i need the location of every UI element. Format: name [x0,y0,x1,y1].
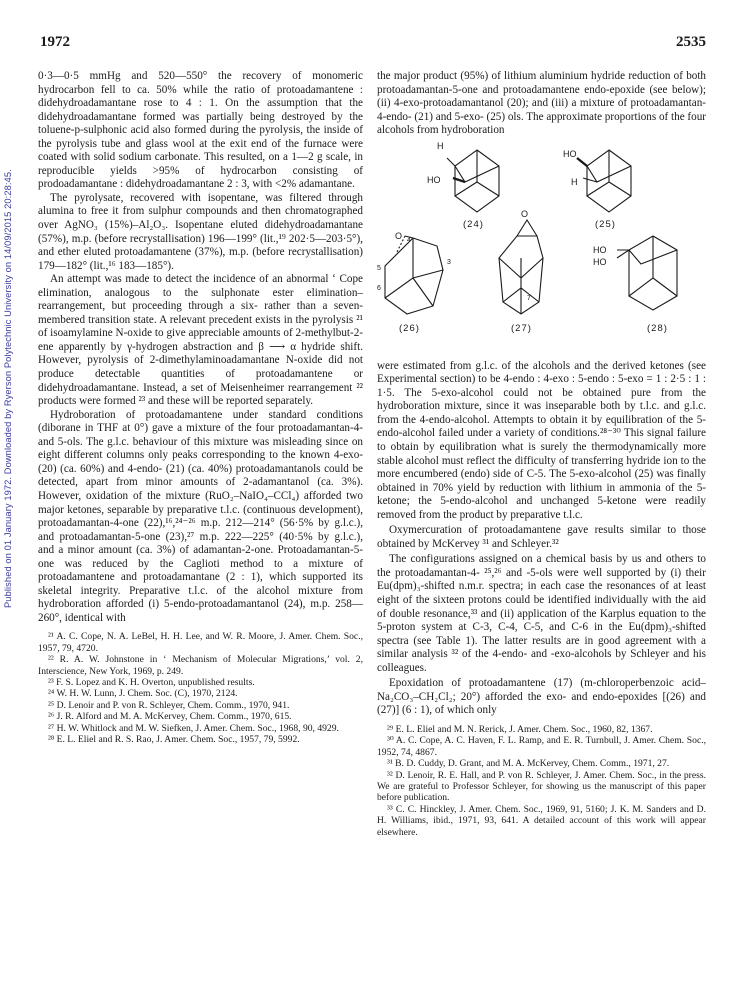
structure-24-drawing [447,150,499,212]
page-number-right: 2535 [676,34,706,50]
footnote-27: ²⁷ H. W. Whitlock and M. W. Siefken, J. Amer. Chem. Soc., 1968, 90, 4929. [48,722,339,734]
right-paragraph-1: the major product (95%) of lithium aluminium hydride reduction of both protoadamantan-5-one and protoadamantene endo-epoxide (see below); (ii) 4-exo-protoadamantanol (20); and (iii) a mixture of protoadamantan-4-endo- (21) and 5-exo- (25) ols. The approximate proportions of the four alcohols from hydroboration [377,70,706,137]
compound-label-24: (24) [463,218,484,230]
left-paragraph-2: The pyrolysate, recovered with isopentane, was filtered through alumina to free it from sulphur compounds and then chromatographed over AgNO₃ (15%)–Al₂O₃. Isopentane eluted didehydroadamantane (57%), m.p. (before recrystallisation) 196—199° (lit.,¹⁹ 202·5—203·5°), and ether eluted protoadamantene (37%), m.p. (before recrystallisation) 179—182° (lit.,¹⁶ 183—185°). [38,191,363,272]
structure-27-drawing [499,220,543,314]
structure-diagrams [377,138,706,360]
atom-h-25: H [571,176,578,187]
footnote-26: ²⁶ J. R. Alford and M. A. McKervey, Chem. Comm., 1970, 615. [48,711,292,723]
compound-label-25: (25) [595,218,616,230]
right-paragraph-3: Oxymercuration of protoadamantene gave results similar to those obtained by McKervey ³¹ and Schleyer.³² [377,524,706,550]
footnote-24: ²⁴ W. H. W. Lunn, J. Chem. Soc. (C), 1970, 2124. [48,688,238,700]
right-column [377,70,706,838]
download-watermark [3,8,17,608]
right-paragraph-2: were estimated from g.l.c. of the alcohols and the derived ketones (see Experimental section) to be 4-endo : 4-exo : 5-endo : 5-exo = 1 : 2·5 : 1 : 1·5. The 5-exo-alcohol could not be obtained pure from the hydroboration mixture, since it was inseparable both by t.l.c. and g.l.c. from the 4-endo-alcohol. Attempts to obtain it by equilibration of the 5-endo-alcohol failed under a variety of conditions.²⁸⁻³⁰ This signal failure to obtain by equilibration what is surely the thermodynamically more stable alcohol must reflect the difficulty of transferring hydride ion to the more encumbered (endo) side of C-5. The 5-exo-alcohol (25) was finally obtained in 70% yield by reduction with lithium in ammonia of the 5-ketone; the 5-endo-alcohol and unchanged 5-ketone were readily removed from the product by preparative t.l.c. [377,359,706,521]
compound-label-26: (26) [399,322,420,334]
compound-label-28: (28) [647,322,668,334]
footnote-30: ³⁰ A. C. Cope, A. C. Haven, F. L. Ramp, and E. R. Turnbull, J. Amer. Chem. Soc., 1952, 74, 4867. [377,735,706,758]
footnote-31: ³¹ B. D. Cuddy, D. Grant, and M. A. McKervey, Chem. Comm., 1971, 27. [387,758,670,770]
atom-h-24: H [437,140,444,151]
structure-28-drawing [617,236,677,310]
compound-label-27: (27) [511,322,532,334]
atom-5-26: 5 [377,264,381,272]
atom-3-26: 3 [447,258,451,266]
footnote-33: ³³ C. C. Hinckley, J. Amer. Chem. Soc., 1969, 91, 5160; J. K. M. Sanders and D. H. Williams, ibid., 1971, 93, 641. A detailed account of this work will appear elsewhere. [377,803,706,838]
footnote-23: ²³ F. S. Lopez and K. H. Overton, unpublished results. [48,677,255,689]
structure-25-drawing [577,150,631,212]
atom-ho-25: HO [563,148,577,159]
left-paragraph-3: An attempt was made to detect the incidence of an abnormal ‘ Cope elimination, analogous to the sulphonate ester elimination–rearrangement, but proceeding through a six- rather than a seven-membered transition state. A relevant precedent exists in the pyrolysis ²¹ of isoamylamine N-oxide to give appreciable amounts of 2-methylbut-2-ene apparently by γ-hydrogen abstraction and β ⟶ α hydride shift. However, pyrolysis of 2-dimethylaminoadamantane N-oxide did not produce detectable quantities of protoadamantene or didehydroadamantane. Instead, a set of Meisenheimer rearrangement ²² products were formed ²³ and these will be reported separately. [38,273,363,408]
structure-26-drawing [385,236,443,314]
atom-4-26: 4 [407,236,411,244]
footnote-28: ²⁸ E. L. Eliel and R. S. Rao, J. Amer. Chem. Soc., 1957, 79, 5992. [48,734,300,746]
footnote-21: ²¹ A. C. Cope, N. A. LeBel, H. H. Lee, and W. R. Moore, J. Amer. Chem. Soc., 1957, 79, 4720. [38,631,363,654]
atom-ho-28b: HO [593,256,607,267]
left-paragraph-1: 0·3—0·5 mmHg and 520—550° the recovery of monomeric hydrocarbon fell to ca. 50% while the ratio of protoadamantene : didehydroadamantane rose to 4 : 1. On the assumption that the didehydroadamantane formed was partially being destroyed by the toluene-p-sulphonic acid also formed during the pyrolysis, the inside of the pyrolysis tube and glass wool at the exit end of the furnace were coated with solid sodium carbonate. This resulted, on a 1—2 g scale, in reproducible yields >95% of hydrocarbon consisting of prodoadamantane : didehydroadamantane 2 : 3, with <2% adamantane. [38,70,363,191]
footnote-29: ²⁹ E. L. Eliel and M. N. Rerick, J. Amer. Chem. Soc., 1960, 82, 1367. [387,723,653,735]
right-footnotes [377,724,706,838]
right-paragraph-5: Epoxidation of protoadamantene (17) (m-chloroperbenzoic acid–Na₂CO₃–CH₂Cl₂; 20°) afforded the exo- and endo-epoxides [(26) and (27)] (6 : 1), of which only [377,677,706,717]
page-number-left: 1972 [40,34,70,50]
right-paragraph-4: The configurations assigned on a chemical basis by us and others to the protoadamantan-4- ²⁵,²⁶ and -5-ols were well supported by (i) their Eu(dpm)₃-shifted n.m.r. spectra; in each case the resonances of at least eight of the sixteen protons could be identified individually with the aid of double resonance,³³ and (ii) application of the Karplus equation to the 5-proton system at C-3, C-4, C-5, and C-6 in the Eu(dpm)₃-shifted spectra (see Table 1). The latter results are in good agreement with a similar analysis ³² of the 4-endo- and -exo-alcohols by Schleyer and his colleagues. [377,553,706,674]
left-column [38,70,363,745]
left-footnotes [38,631,363,745]
atom-o-26: O [395,230,403,241]
footnote-25: ²⁵ D. Lenoir and P. von R. Schleyer, Chem. Comm., 1970, 941. [48,699,290,711]
atom-7-27: 7 [527,294,531,302]
atom-o-27: O [521,208,529,219]
footnote-22: ²² R. A. W. Johnstone in ‘ Mechanism of Molecular Migrations,’ vol. 2, Interscience, New York, 1969, p. 249. [38,654,363,677]
atom-ho-24: HO [427,174,441,185]
left-paragraph-4: Hydroboration of protoadamantene under standard conditions (diborane in THF at 0°) gave a mixture of the four protoadamantan-4- and 5-ols. The g.l.c. behaviour of this mixture was misleading since on eight different columns only peaks corresponding to the known 4-exo- (20) (ca. 60%) and 4-endo- (21) (ca. 40%) protoadamantanols could be detected, apart from minor amounts of 2-adamantanol (ca. 3%). However, oxidation of the mixture (RuO₂–NaIO₄–CCl₄) afforded two major ketones, separable by preparative t.l.c. (continuous development), protoadamantan-4-one (22),¹⁶,²⁴⁻²⁶ m.p. 212—214° (56·5% by g.l.c.), and protoadamantan-5-one (23),²⁷ m.p. 222—225° (40·5% by g.l.c.), and a minor amount (ca. 3%) of adamantan-2-one. Protoadamantan-5-one was reduced by the Caglioti method to a mixture of protoadamantene and protoadamantane (2 : 1), which supported its skeletal integrity. Preparative t.l.c. of the alcohol mixture from hydroboration afforded (i) 5-endo-protoadamantanol (24), m.p. 258—260°, identical with [38,408,363,624]
atom-6-26: 6 [377,284,381,292]
atom-ho-28a: HO [593,244,607,255]
download-watermark-text: Published on 01 January 1972. Downloaded by Ryerson Polytechnic University on 14/09/2015 20:28:45. [3,169,13,608]
footnote-32: ³² D. Lenoir, R. E. Hall, and P. von R. Schleyer, J. Amer. Chem. Soc., in the press. We are grateful to Professor Schleyer, for showing us the manuscript of this paper before publication. [377,769,706,804]
